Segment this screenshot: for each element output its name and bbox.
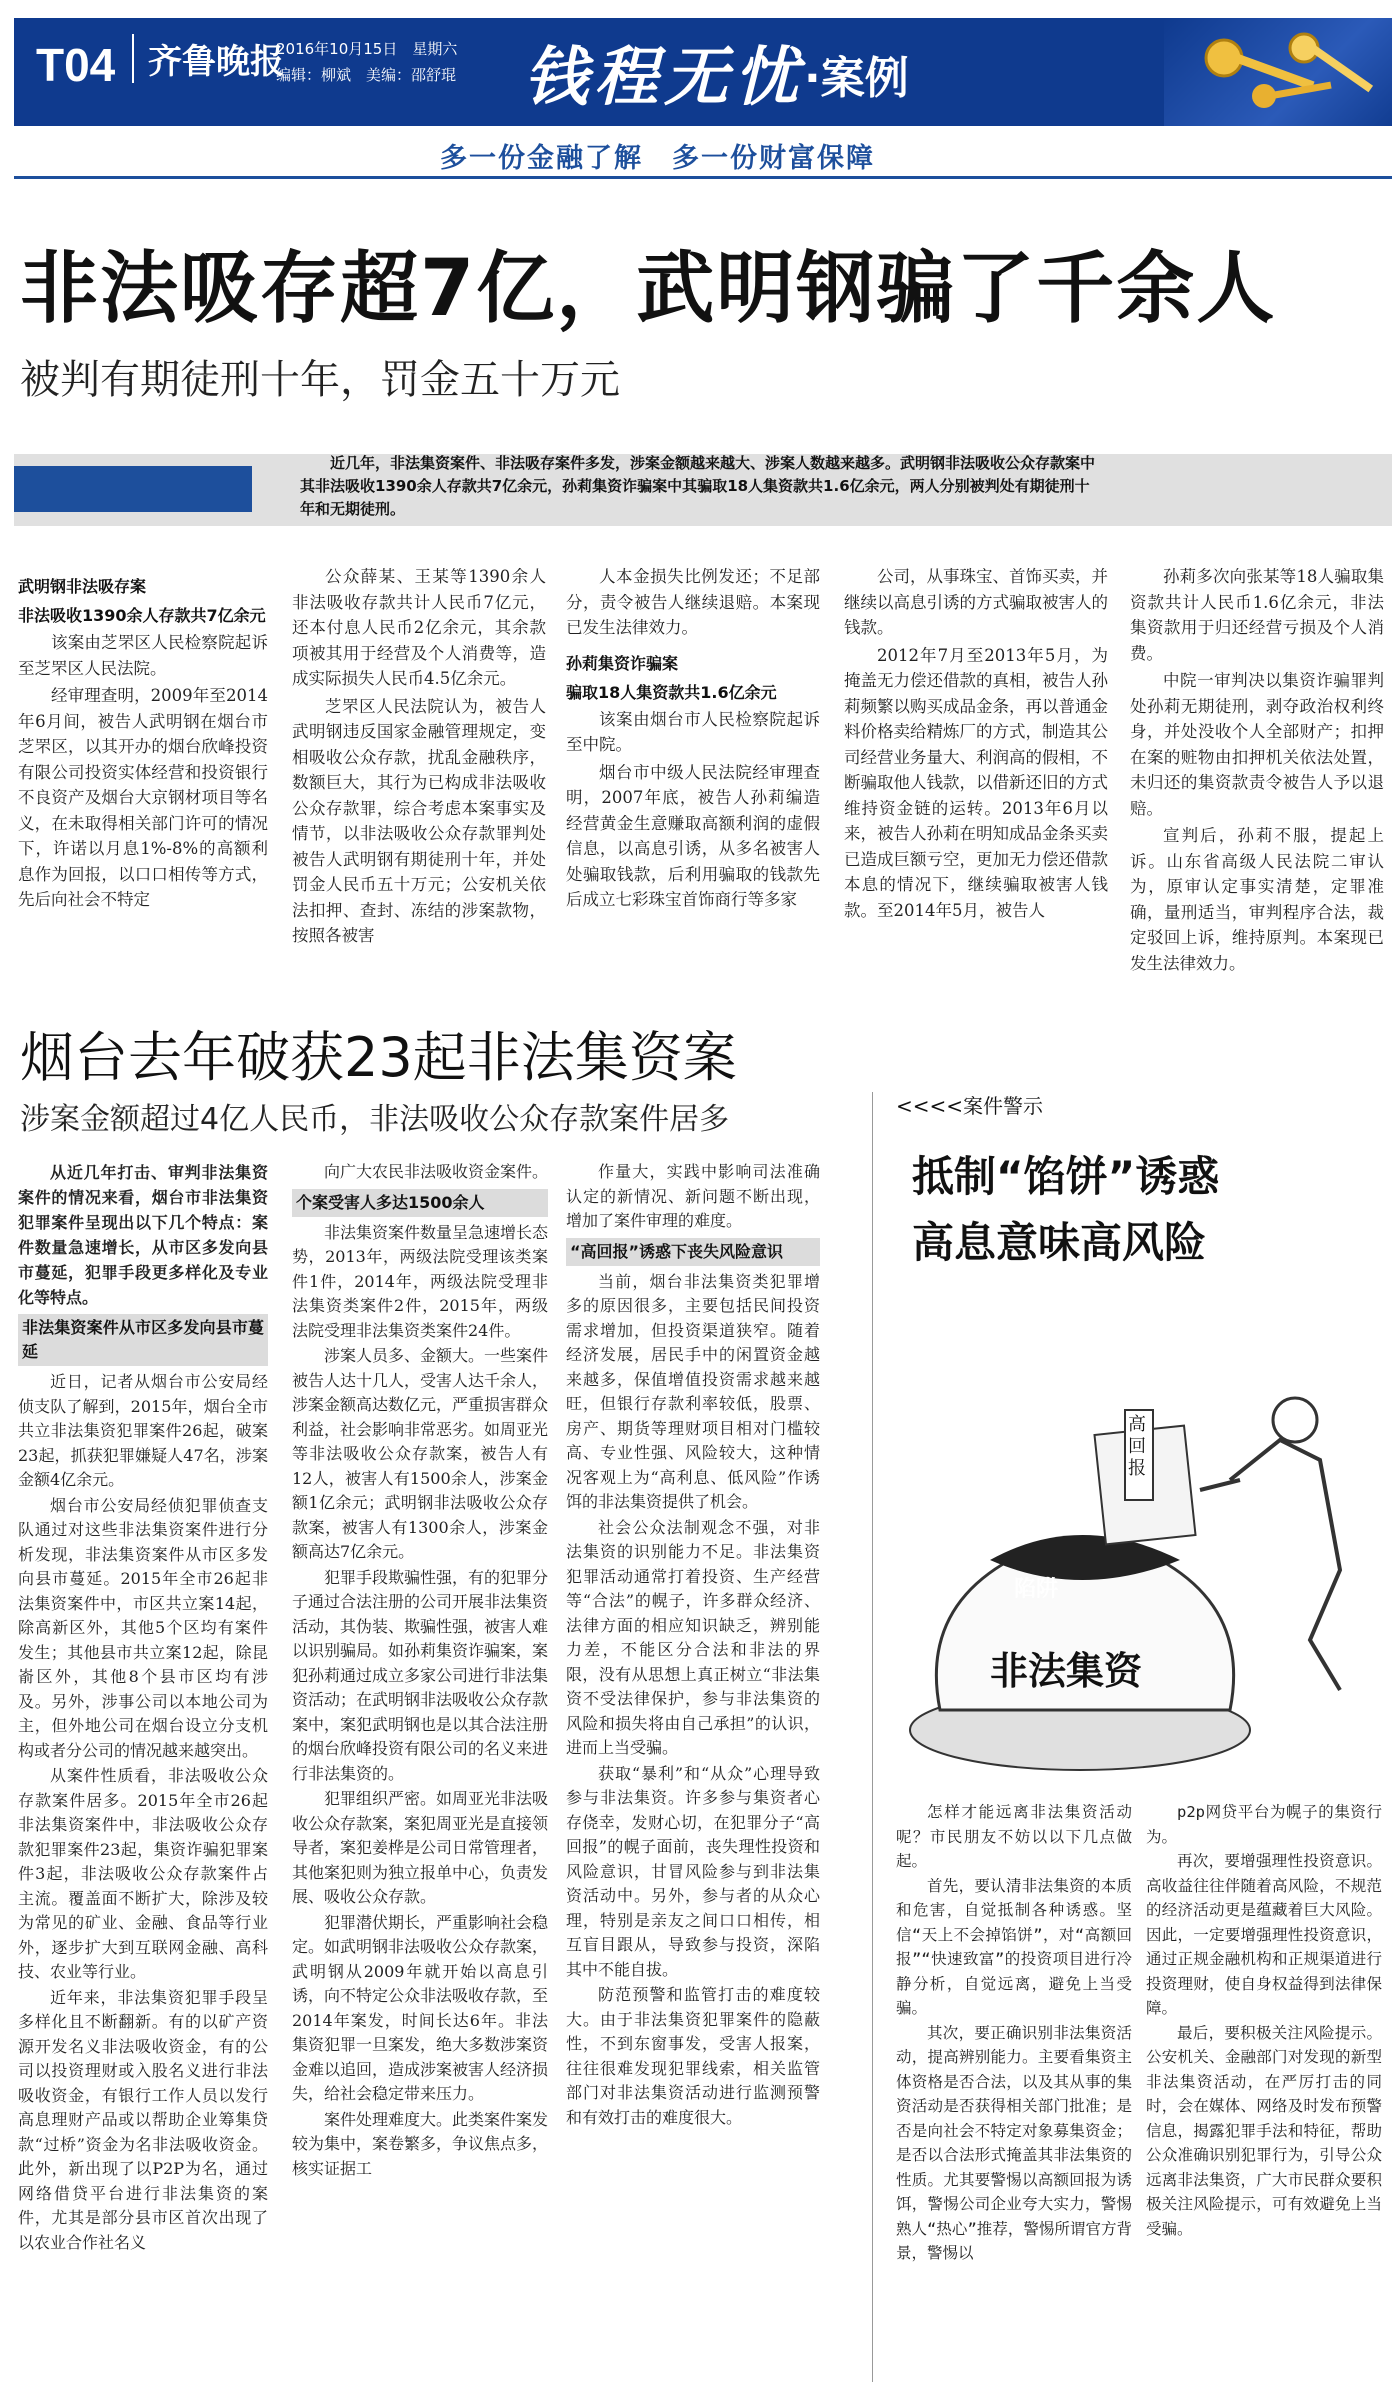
case1-head: 武明钢非法吸存案 — [18, 577, 147, 596]
book-label: 高回报 — [1128, 1414, 1146, 1479]
trap-illustration — [900, 1310, 1370, 1780]
story1-column-2 — [292, 564, 546, 972]
story1-column-5 — [1130, 564, 1384, 972]
section-bar-2: 个案受害人多达1500余人 — [292, 1189, 548, 1217]
paragraph: 获取“暴利”和“从众”心理导致参与非法集资。许多参与集资者心存侥幸，发财心切，在犯罪分子“高回报”的幌子面前，丧失理性投资和风险意识，甘冒风险参与到非法集资活动中。另外，参与者的从众心理，特别是亲友之间口口相传，相互盲目跟从，导致参与投资，深陷其中不能自拔。 — [566, 1763, 820, 1979]
paragraph: 社会公众法制观念不强，对非法集资的识别能力不足。非法集资犯罪活动通常打着投资、生产经营等“合法”的幌子，许多群众经济、法律方面的相应知识缺乏，辨别能力差，不能区分合法和非法的界限，没有从思想上真正树立“非法集资不受法律保护，参与非法集资的风险和损失将由自己承担”的认识，进而上当受骗。 — [566, 1517, 820, 1757]
paragraph: 芝罘区人民法院认为，被告人武明钢违反国家金融管理规定，变相吸收公众存款，扰乱金融秩序，数额巨大，其行为已构成非法吸收公众存款罪，综合考虑本案事实及情节，以非法吸收公众存款罪判处被告人武明钢有期徒刑十年，并处罚金人民币五十万元；公安机关依法扣押、查封、冻结的涉案款物，按照各被害 — [292, 696, 546, 945]
story2-column-2 — [292, 1160, 548, 2385]
sidebar-column-2 — [1146, 1800, 1382, 2385]
editor-credits: 编辑：柳斌 美编：邵舒琨 — [276, 66, 457, 84]
paragraph: 犯罪组织严密。如周亚光非法吸收公众存款案，案犯周亚光是直接领导者，案犯姜桦是公司日常管理者，其他案犯则为独立报单中心，负责发展、吸收公众存款。 — [292, 1789, 548, 1906]
story1-column-1 — [18, 572, 268, 972]
column-subname: ·案例 — [804, 53, 909, 104]
section-bar-1: 非法集资案件从市区多发向县市蔓延 — [18, 1314, 268, 1366]
story2-column-1 — [18, 1160, 268, 2385]
intro-paragraph: 从近几年打击、审判非法集资案件的情况来看，烟台市非法集资犯罪案件呈现出以下几个特点：案件数量急速增长，从市区多发向县市蔓延，犯罪手段更多样化及专业化等特点。 — [18, 1163, 268, 1307]
subheadline-1: 被判有期徒刑十年，罚金五十万元 — [20, 357, 620, 403]
paragraph: 其次，要正确识别非法集资活动，提高辨别能力。主要看集资主体资格是否合法，以及其从事的集资活动是否获得相关部门批准；是否是向社会不特定对象募集资金；是否以合法形式掩盖其非法集资的性质。尤其要警惕以高额回报为诱饵，警惕公司企业夸大实力，警惕熟人“热心”推荐，警惕所谓官方背景，警惕以 — [896, 2023, 1132, 2262]
paragraph: 首先，要认清非法集资的本质和危害，自觉抵制各种诱惑。坚信“天上不会掉馅饼”，对“高额回报”“快速致富”的投资项目进行冷静分析，自觉远离，避免上当受骗。 — [896, 1876, 1132, 2017]
paragraph: 从案件性质看，非法吸收公众存款案件居多。2015年全市26起非法集资案件中，非法吸收公众存款犯罪案件23起，集资诈骗犯罪案件3起，非法吸收公众存款案件占主流。覆盖面不断扩大，除涉及较为常见的矿业、金融、食品等行业外，逐步扩大到互联网金融、高科技、农业等行业。 — [18, 1766, 268, 1981]
lead-text: 近几年，非法集资案件、非法吸存案件多发，涉案金额越来越大、涉案人数越来越多。武明钢非法吸收公众存款案中其非法吸收1390余人存款共7亿余元，孙莉集资诈骗案中其骗取18人集资款共1.6亿余元，两人分别被判处有期徒刑十年和无期徒刑。 — [300, 454, 1096, 518]
paragraph: 2012年7月至2013年5月，为掩盖无力偿还借款的真相，被告人孙莉频繁以购买成品金条，再以普通金料价格卖给精炼厂的方式，制造其公司经营业务量大、利润高的假相，不断骗取他人钱款，以借新还旧的方式维持资金链的运转。2013年6月以来，被告人孙莉在明知成品金条买卖已造成巨额亏空，更加无力偿还借款本息的情况下，继续骗取被害人钱款。至2014年5月，被告人 — [844, 645, 1108, 920]
case1-sub: 非法吸收1390余人存款共7亿余元 — [18, 606, 266, 625]
paragraph: 最后，要积极关注风险提示。公安机关、金融部门对发现的新型非法集资活动，在严厉打击的同时，会在媒体、网络及时发布预警信息，揭露犯罪手法和特征，帮助公众准确识别犯罪行为，引导公众远离非法集资，广大市民群众要积极关注风险提示，可有效避免上当受骗。 — [1146, 2023, 1382, 2238]
paragraph: 该案由芝罘区人民检察院起诉至芝罘区人民法院。 — [18, 633, 268, 678]
page-code: T04 — [36, 39, 116, 91]
paragraph: 烟台市中级人民法院经审理查明，2007年底，被告人孙莉编造经营黄金生意赚取高额利润的虚假信息，以高息引诱，从多名被害人处骗取钱款，后利用骗取的钱款先后成立七彩珠宝首饰商行等多家 — [566, 762, 820, 909]
paragraph: 犯罪手段欺骗性强，有的犯罪分子通过合法注册的公司开展非法集资活动，其伪装、欺骗性强，被害人难以识别骗局。如孙莉集资诈骗案，案犯孙莉通过成立多家公司进行非法集资活动；在武明钢非法吸收公众存款案中，案犯武明钢也是以其合法注册的烟台欣峰投资有限公司的名义来进行非法集资的。 — [292, 1567, 548, 1783]
paragraph: 案件处理难度大。此类案件案发较为集中，案卷繁多，争议焦点多，核实证据工 — [292, 2109, 548, 2178]
sidebar-label: <<<<案件警示 — [896, 1094, 1044, 1118]
paragraph: 防范预警和监管打击的难度较大。由于非法集资犯罪案件的隐蔽性，不到东窗事发，受害人报案，往往很难发现犯罪线索，相关监管部门对非法集资活动进行监测预警和有效打击的难度很大。 — [566, 1985, 820, 2127]
paragraph: 再次，要增强理性投资意识。高收益往往伴随着高风险，不规范的经济活动更是蕴藏着巨大风险。因此，一定要增强理性投资意识，通过正规金融机构和正规渠道进行投资理财，使自身权益得到法律保障。 — [1146, 1852, 1382, 2017]
issue-date: 2016年10月15日 星期六 — [276, 40, 458, 58]
trap-label: 陷阱 — [1014, 1577, 1059, 1602]
paragraph: 经审理查明，2009年至2014年6月间，被告人武明钢在烟台市芝罘区，以其开办的烟台欣峰投资有限公司投资实体经营和投资银行不良资产及烟台大京钢材项目等名义，在未取得相关部门许可的情况下，许诺以月息1%-8%的高额利息作为回报，以口口相传等方式，先后向社会不特定 — [18, 686, 268, 909]
keys-icon — [1164, 18, 1392, 126]
paragraph: 犯罪潜伏期长，严重影响社会稳定。如武明钢非法吸收公众存款案，武明钢从2009年就开始以高息引诱，向不特定公众非法吸收存款，至2014年案发，时间长达6年。非法集资犯罪一旦案发，绝大多数涉案资金难以追回，造成涉案被害人经济损失，给社会稳定带来压力。 — [292, 1912, 548, 2103]
paragraph: 当前，烟台非法集资类犯罪增多的原因很多，主要包括民间投资需求增加，但投资渠道狭窄。随着经济发展，居民手中的闲置资金越来越多，保值增值投资需求越来越旺，但银行存款利率较低，股票、房产、期货等理财项目相对门槛较高、专业性强、风险较大，这种情况客观上为“高利息、低风险”作诱饵的非法集资提供了机会。 — [566, 1271, 820, 1511]
paragraph: 向广大农民非法吸收资金案件。 — [324, 1162, 548, 1181]
paragraph: 公司，从事珠宝、首饰买卖，并继续以高息引诱的方式骗取被害人的钱款。 — [844, 567, 1108, 637]
lead-accent — [14, 466, 252, 512]
paragraph: 该案由烟台市人民检察院起诉至中院。 — [566, 709, 820, 754]
section-bar-3: “高回报”诱惑下丧失风险意识 — [566, 1238, 820, 1266]
story1-column-3 — [566, 564, 820, 972]
paragraph: 近年来，非法集资犯罪手段呈多样化且不断翻新。有的以矿产资源开发名义非法吸收资金，有的公司以投资理财或入股名义进行非法吸收资金，有银行工作人员以发行高息理财产品或以帮助企业筹集贷款“过桥”资金为名非法吸收资金。此外，新出现了以P2P为名，通过网络借贷平台进行非法集资的案件，尤其是部分县市区首次出现了以农业合作社名义 — [18, 1987, 268, 2252]
divider — [14, 176, 1392, 179]
paragraph: 涉案人员多、金额大。一些案件被告人达十几人，受害人达千余人，涉案金额高达数亿元，严重损害群众利益，社会影响非常恶劣。如周亚光等非法吸收公众存款案，被告人有12人，被害人有1500余人，涉案金额1亿余元；武明钢非法吸收公众存款案，被害人有1300余人，涉案金额高达7亿余元。 — [292, 1346, 548, 1561]
paper-name: 齐鲁晚报 — [132, 34, 284, 83]
paragraph: 烟台市公安局经侦犯罪侦查支队通过对这些非法集资案件进行分析发现，非法集资案件从市区多发向县市蔓延。2015年全市26起非法集资案件中，市区共立案14起，除高新区外，其他5个区均有案件发生；其他县市共立案12起，除昆嵛区外，其他8个县市区均有涉及。另外，涉事公司以本地公司为主，但外地公司在烟台设立分支机构或者分公司的情况越来越突出。 — [18, 1495, 268, 1760]
sidebar-divider — [872, 1092, 873, 2382]
headline-1: 非法吸存超7亿，武明钢骗了千余人 — [20, 244, 1277, 334]
paragraph: 非法集资案件数量呈急速增长态势，2013年，两级法院受理该类案件1件，2014年，两级法院受理非法集资类案件2件，2015年，两级法院受理非法集资类案件24件。 — [292, 1222, 548, 1340]
sidebar-title-1: 抵制“馅饼”诱惑 — [912, 1152, 1220, 1201]
subheadline-2: 涉案金额超过4亿人民币，非法吸收公众存款案件居多 — [20, 1102, 730, 1137]
paragraph: 中院一审判决以集资诈骗罪判处孙莉无期徒刑，剥夺政治权利终身，并处没收个人全部财产；扣押在案的赃物由扣押机关依法处置，未归还的集资款责令被告人予以退赔。 — [1130, 671, 1384, 818]
paragraph: p2p网贷平台为幌子的集资行为。 — [1146, 1803, 1382, 1846]
paragraph: 人本金损失比例发还；不足部分，责令被告人继续退赔。本案现已发生法律效力。 — [566, 567, 820, 637]
story1-column-4 — [844, 564, 1108, 972]
paragraph: 怎样才能远离非法集资活动呢？市民朋友不妨以以下几点做起。 — [896, 1803, 1132, 1870]
paragraph: 宣判后，孙莉不服，提起上诉。山东省高级人民法院二审认为，原审认定事实清楚，定罪准确，量刑适当，审判程序合法，裁定驳回上诉，维持原判。本案现已发生法律效力。 — [1130, 826, 1384, 972]
masthead — [14, 18, 1392, 126]
column-name: 钱程无忧 — [524, 40, 804, 115]
paragraph: 公众薛某、王某等1390余人非法吸收存款共计人民币7亿元，还本付息人民币2亿余元，其余款项被其用于经营及个人消费等，造成实际损失人民币4.5亿余元。 — [292, 567, 546, 688]
sidebar-column-1 — [896, 1800, 1132, 2385]
paragraph: 近日，记者从烟台市公安局经侦支队了解到，2015年，烟台全市共立非法集资犯罪案件26起，破案23起，抓获犯罪嫌疑人47名，涉案金额4亿余元。 — [18, 1372, 268, 1489]
headline-2: 烟台去年破获23起非法集资案 — [20, 1026, 737, 1089]
paragraph: 作量大，实践中影响司法准确认定的新情况、新问题不断出现，增加了案件审理的难度。 — [566, 1162, 820, 1230]
story2-column-3 — [566, 1160, 820, 2385]
sidebar-title-2: 高息意味高风险 — [912, 1218, 1207, 1267]
bag-label: 非法集资 — [990, 1649, 1143, 1693]
case2-head: 孙莉集资诈骗案 — [566, 653, 679, 673]
case2-sub: 骗取18人集资款共1.6亿余元 — [566, 682, 777, 702]
slogan: 多一份金融了解 多一份财富保障 — [440, 143, 875, 174]
paragraph: 孙莉多次向张某等18人骗取集资款共计人民币1.6亿余元，非法集资款用于归还经营亏损及个人消费。 — [1130, 567, 1384, 663]
